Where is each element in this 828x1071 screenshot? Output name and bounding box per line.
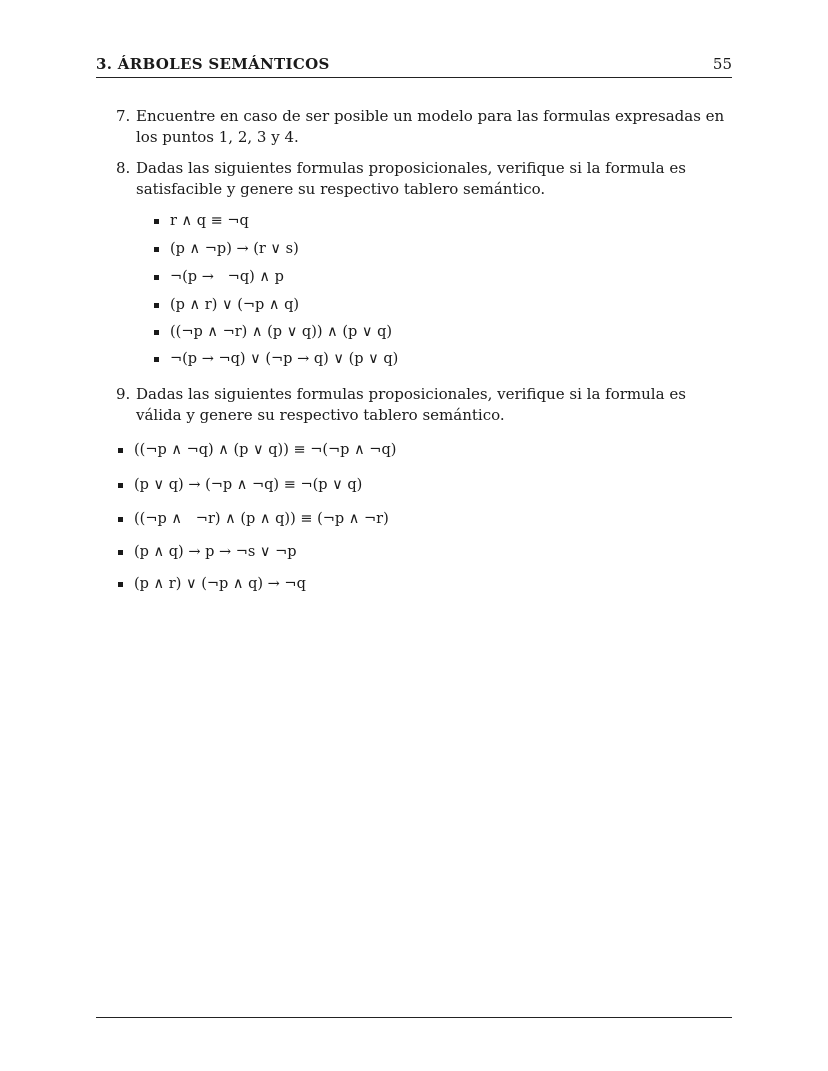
formula: (p ∨ q) → (¬p ∧ ¬q) ≡ ¬(p ∨ q) [134,477,363,493]
formula: (p ∧ ¬p) → (r ∨ s) [170,241,299,257]
bullet-icon [118,550,123,555]
exercise-number: 8. [116,159,131,177]
formula: r ∧ q ≡ ¬q [170,213,249,229]
bullet-icon [154,357,159,362]
exercise-text: Encuentre en caso de ser posible un modelo para las formulas expresadas en los puntos 1, 2, 3 y 4. [136,107,725,146]
bullet-icon [118,483,123,488]
bullet-icon [154,330,159,335]
exercise-number: 7. [116,107,131,125]
bullet-icon [118,582,123,587]
header-rule [96,77,732,78]
formula: ((¬p ∧ ¬q) ∧ (p ∨ q)) ≡ ¬(¬p ∧ ¬q) [134,442,397,458]
formula: ((¬p ∧ ¬r) ∧ (p ∧ q)) ≡ (¬p ∧ ¬r) [134,511,389,527]
formula: (p ∧ q) → p → ¬s ∨ ¬p [134,544,297,560]
formula: ((¬p ∧ ¬r) ∧ (p ∨ q)) ∧ (p ∨ q) [170,324,393,340]
page-header [96,55,732,77]
bullet-icon [154,303,159,308]
page-number: 55 [712,55,732,73]
exercise-text: Dadas las siguientes formulas proposicionales, verifique si la formula es satisfacible y genere su respectivo tablero semántico. [136,159,686,198]
formula: ¬(p → ¬q) ∧ p [170,269,284,285]
footer-rule [96,1017,732,1018]
bullet-icon [154,247,159,252]
bullet-icon [118,448,123,453]
chapter-title: 3. ÁRBOLES SEMÁNTICOS [96,55,330,73]
formula: (p ∧ r) ∨ (¬p ∧ q) → ¬q [134,576,306,592]
formula: ¬(p → ¬q) ∨ (¬p → q) ∨ (p ∨ q) [170,351,399,367]
bullet-icon [154,275,159,280]
bullet-icon [118,517,123,522]
exercise-text: Dadas las siguientes formulas proposicionales, verifique si la formula es válida y genere su respectivo tablero semántico. [136,385,686,424]
exercise-number: 9. [116,385,131,403]
bullet-icon [154,219,159,224]
formula: (p ∧ r) ∨ (¬p ∧ q) [170,297,300,313]
